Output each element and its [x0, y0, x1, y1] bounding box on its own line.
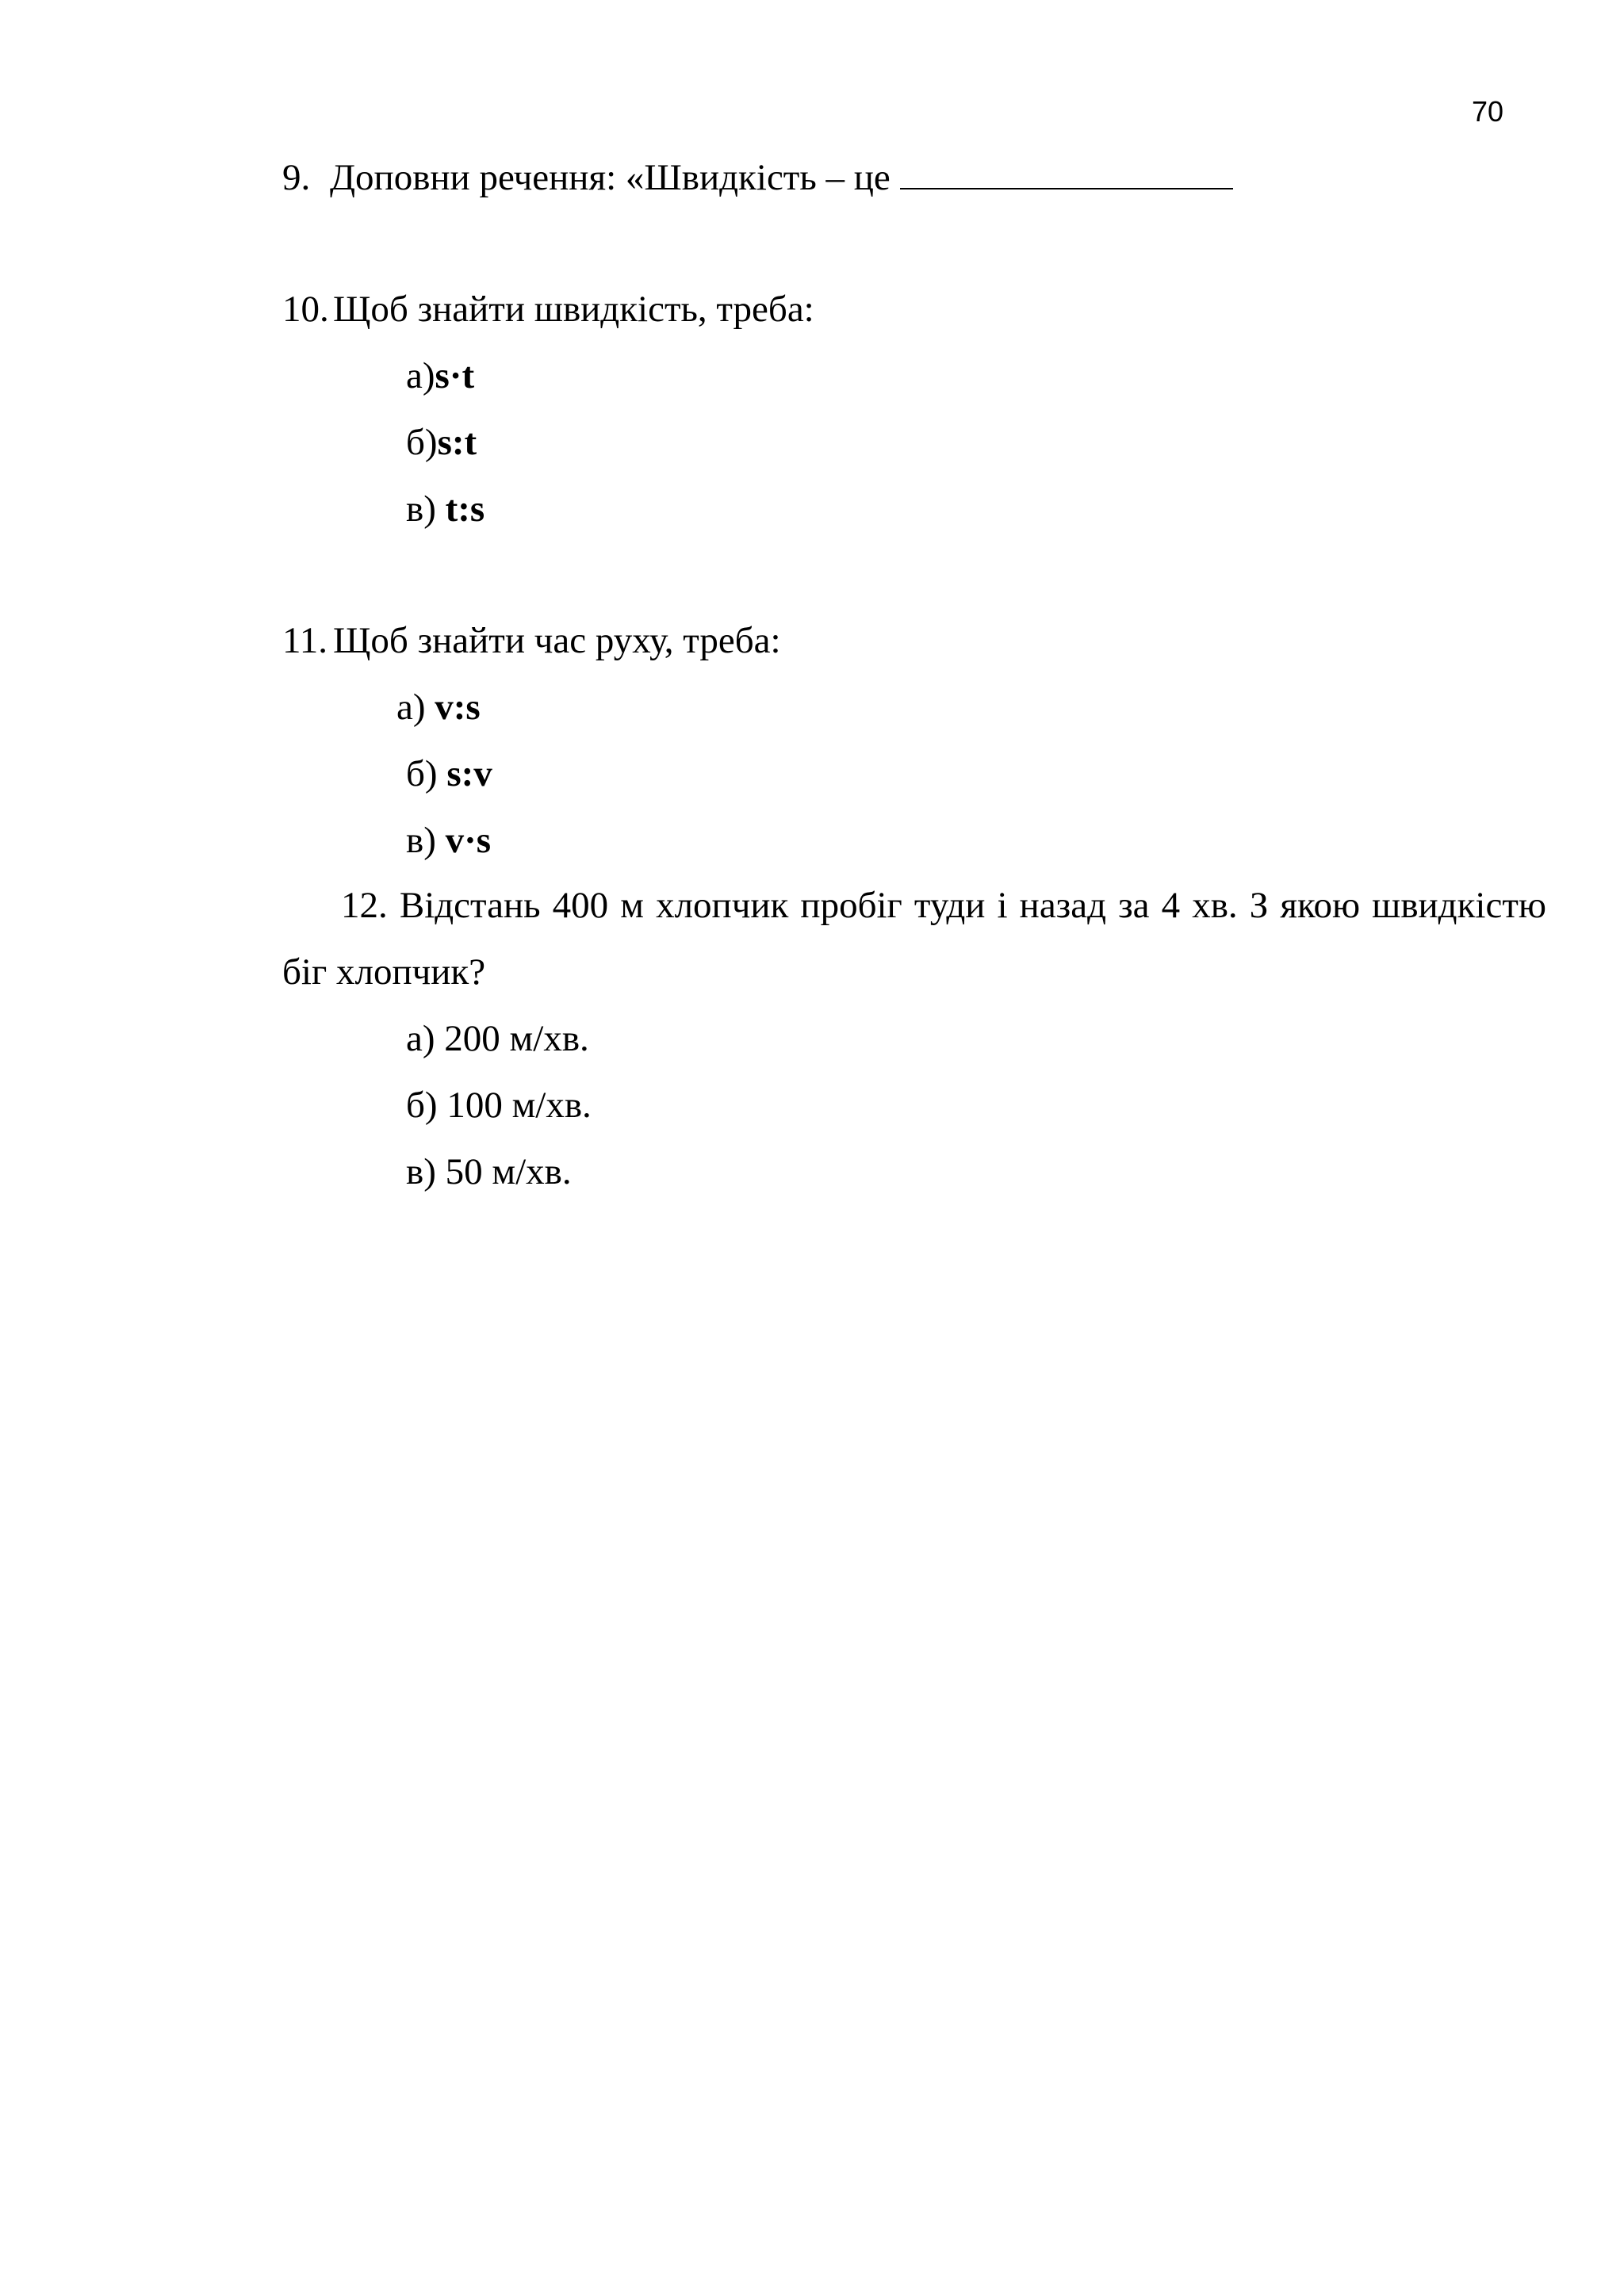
- answer-blank: [900, 156, 1233, 189]
- question-11: [282, 618, 781, 663]
- question-12-option-c: в) 50 м/хв.: [406, 1151, 572, 1192]
- question-9: [282, 155, 1233, 200]
- option-label: б): [406, 753, 447, 794]
- question-12-line-2: біг хлопчик?: [282, 951, 486, 993]
- option-label: б): [406, 422, 438, 463]
- question-11-text: Щоб знайти час руху, треба:: [333, 620, 781, 661]
- question-9-text: Доповни речення: «Швидкість – це: [330, 157, 900, 198]
- option-formula: s·t: [435, 355, 475, 396]
- question-11-option-c: [406, 818, 491, 863]
- question-11-option-a: [396, 685, 481, 729]
- option-formula: v:s: [435, 687, 481, 728]
- question-12-option-a: а) 200 м/хв.: [406, 1018, 589, 1059]
- option-formula: v·s: [445, 820, 492, 861]
- question-11-option-b: [406, 752, 492, 796]
- question-10-text: Щоб знайти швидкість, треба:: [333, 289, 814, 330]
- page-number: 70: [1472, 95, 1504, 128]
- question-10-number: 10.: [282, 289, 329, 330]
- option-label: в): [406, 488, 446, 530]
- question-10-option-c: [406, 487, 485, 531]
- question-10: [282, 287, 814, 331]
- question-10-option-a: [406, 354, 474, 398]
- question-12-option-b: б) 100 м/хв.: [406, 1085, 592, 1126]
- option-formula: s:t: [437, 422, 477, 463]
- question-10-option-b: [406, 420, 477, 465]
- question-12-line-1: 12. Відстань 400 м хлопчик пробіг туди і назад за 4 хв. З якою швидкістю: [341, 885, 1546, 926]
- option-formula: s:v: [446, 753, 492, 794]
- option-formula: t:s: [445, 488, 485, 530]
- option-label: а): [406, 355, 435, 396]
- option-label: а): [396, 687, 435, 728]
- question-11-number: 11.: [282, 620, 328, 661]
- option-label: в): [406, 820, 446, 861]
- question-9-number: 9.: [282, 157, 311, 198]
